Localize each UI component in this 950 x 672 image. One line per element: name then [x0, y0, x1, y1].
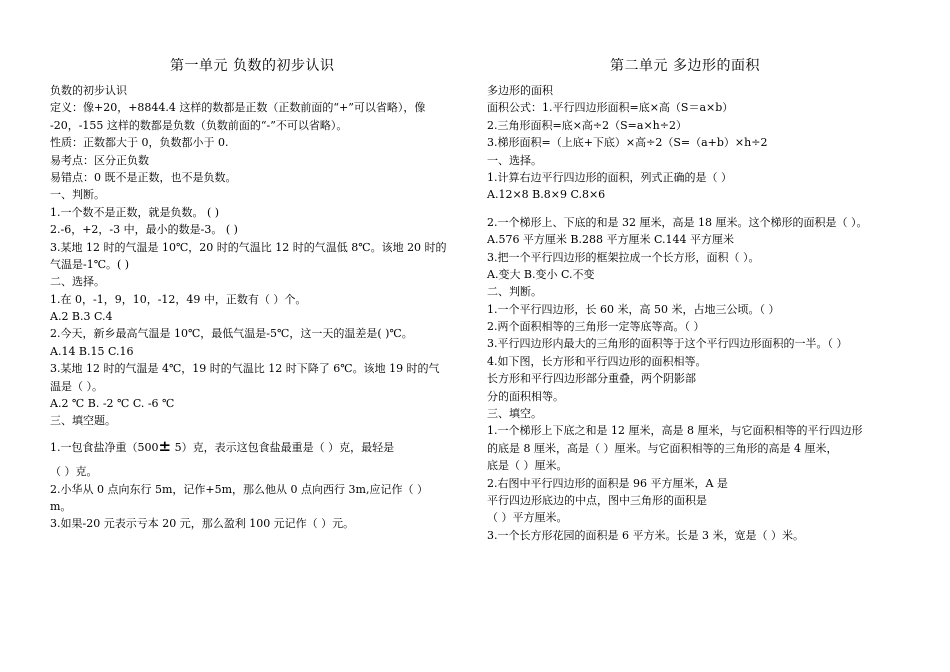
text-line	[50, 438, 470, 455]
text-line: m。	[50, 499, 72, 513]
text-line: 3.把一个平行四边形的框架拉成一个长方形，面积（ ）。	[487, 250, 760, 264]
text-line: 2.今天，新乡最高气温是 10℃，最低气温是-5℃，这一天的温差是( )℃。	[50, 327, 413, 341]
text-line: A.变大 B.变小 C.不变	[487, 267, 595, 281]
text-line: 2.三角形面积=底×高÷2（S=a×h÷2）	[487, 118, 687, 132]
fill-question-1-end: 5）克，表示这包食盐最重是（ ）克，最轻是	[171, 440, 395, 454]
text-line: 2.右图中平行四边形的面积是 96 平方厘米，A 是	[487, 476, 728, 490]
text-line: 1.在 0，-1，9，10，-12，49 中，正数有（ ）个。	[50, 292, 307, 306]
text-line: 负数的初步认识	[50, 84, 127, 97]
text-line: 3.梯形面积=（上底+下底）×高÷2（S=（a+b）×h÷2	[487, 136, 768, 150]
text-line: 2.-6，+2，-3 中，最小的数是-3。 ( )	[50, 223, 238, 237]
text-line: 气温是-1℃。( )	[50, 257, 130, 271]
text-line: 温是（ ）。	[50, 379, 103, 393]
unit-one-content	[50, 82, 470, 533]
text-line: 2.两个面积相等的三角形一定等底等高。（ ）	[487, 320, 705, 334]
text-line: 一、选择。	[487, 153, 542, 167]
text-line: 性质：正数都大于 0，负数都小于 0.	[50, 136, 229, 150]
unit-two-title: 第二单元 多边形的面积	[610, 58, 760, 74]
text-line: 易考点：区分正负数	[50, 153, 149, 167]
text-line: A.2 ℃ B. -2 ℃ C. -6 ℃	[50, 397, 175, 411]
text-line: 2.一个梯形上、下底的和是 32 厘米，高是 18 厘米。这个梯形的面积是（ ）。	[487, 215, 868, 229]
text-line: -20，-155 这样的数都是负数（负数前面的“-”不可以省略）。	[50, 118, 348, 132]
text-line: 1.一个梯形上下底之和是 12 厘米，高是 8 厘米，与它面积相等的平行四边形	[487, 424, 863, 438]
text-line: 定义：像+20，+8844.4 这样的数都是正数（正数前面的“+”可以省略），像	[50, 101, 426, 115]
text-line: 的底是 8 厘米，高是（ ）厘米。与它面积相等的三角形的高是 4 厘米，	[487, 441, 838, 455]
text-line: 面积公式：1.平行四边形面积=底×高（S＝a×b）	[487, 101, 734, 115]
text-line: 底是（ ）厘米。	[487, 459, 568, 473]
text-line: （ ）克。	[50, 465, 98, 479]
text-line: 3.如果-20 元表示亏本 20 元，那么盈利 100 元记作（ ）元。	[50, 517, 355, 531]
text-line: 二、选择。	[50, 275, 105, 289]
text-line: 多边形的面积	[487, 84, 553, 97]
fill-question-1-start: 1.一包食盐净重（500	[50, 440, 159, 454]
text-line: 分的面积相等。	[487, 389, 564, 403]
text-line: 三、填空题。	[50, 414, 116, 428]
text-line: 三、填空。	[487, 407, 542, 421]
text-line: A.14 B.15 C.16	[50, 344, 134, 358]
text-line: A.2 B.3 C.4	[50, 310, 113, 324]
text-line: A.576 平方厘米 B.288 平方厘米 C.144 平方厘米	[487, 233, 735, 247]
text-line: 4.如下图，长方形和平行四边形的面积相等。	[487, 354, 707, 368]
text-line: 3.一个长方形花园的面积是 6 平方米。长是 3 米，宽是（ ）米。	[487, 528, 804, 542]
spacer	[50, 430, 470, 438]
text-line: （ ）平方厘米。	[487, 511, 568, 525]
text-line: 易错点：0 既不是正数，也不是负数。	[50, 170, 237, 184]
text-line: 3.某地 12 时的气温是 10℃，20 时的气温比 12 时的气温低 8℃。该地 20 时的	[50, 240, 447, 254]
text-line: 1.一个数不是正数，就是负数。 ( )	[50, 205, 220, 219]
spacer	[487, 204, 907, 214]
text-line: 一、判断。	[50, 188, 105, 202]
unit-one-title: 第一单元 负数的初步认识	[170, 58, 335, 74]
text-line: 二、判断。	[487, 285, 542, 299]
text-line: A.12×8 B.8×9 C.8×6	[487, 188, 606, 202]
spacer	[50, 455, 470, 463]
unit-two-content	[487, 82, 907, 544]
text-line: 平行四边形底边的中点，图中三角形的面积是	[487, 493, 707, 507]
text-line: 1.计算右边平行四边形的面积，列式正确的是（ ）	[487, 170, 732, 184]
text-line: 1.一个平行四边形，长 60 米，高 50 米，占地三公顷。（ ）	[487, 302, 780, 316]
plus-minus-sign: ±	[158, 436, 172, 455]
text-line: 长方形和平行四边形部分重叠，两个阴影部	[487, 372, 696, 386]
text-line: 3.平行四边形内最大的三角形的面积等于这个平行四边形面积的一半。（ ）	[487, 337, 848, 351]
text-line: 3.某地 12 时的气温是 4℃，19 时的气温比 12 时下降了 6℃。该地 19 时的气	[50, 362, 440, 376]
text-line: 2.小华从 0 点向东行 5m，记作+5m，那么他从 0 点向西行 3m,应记作（ ）	[50, 482, 428, 496]
